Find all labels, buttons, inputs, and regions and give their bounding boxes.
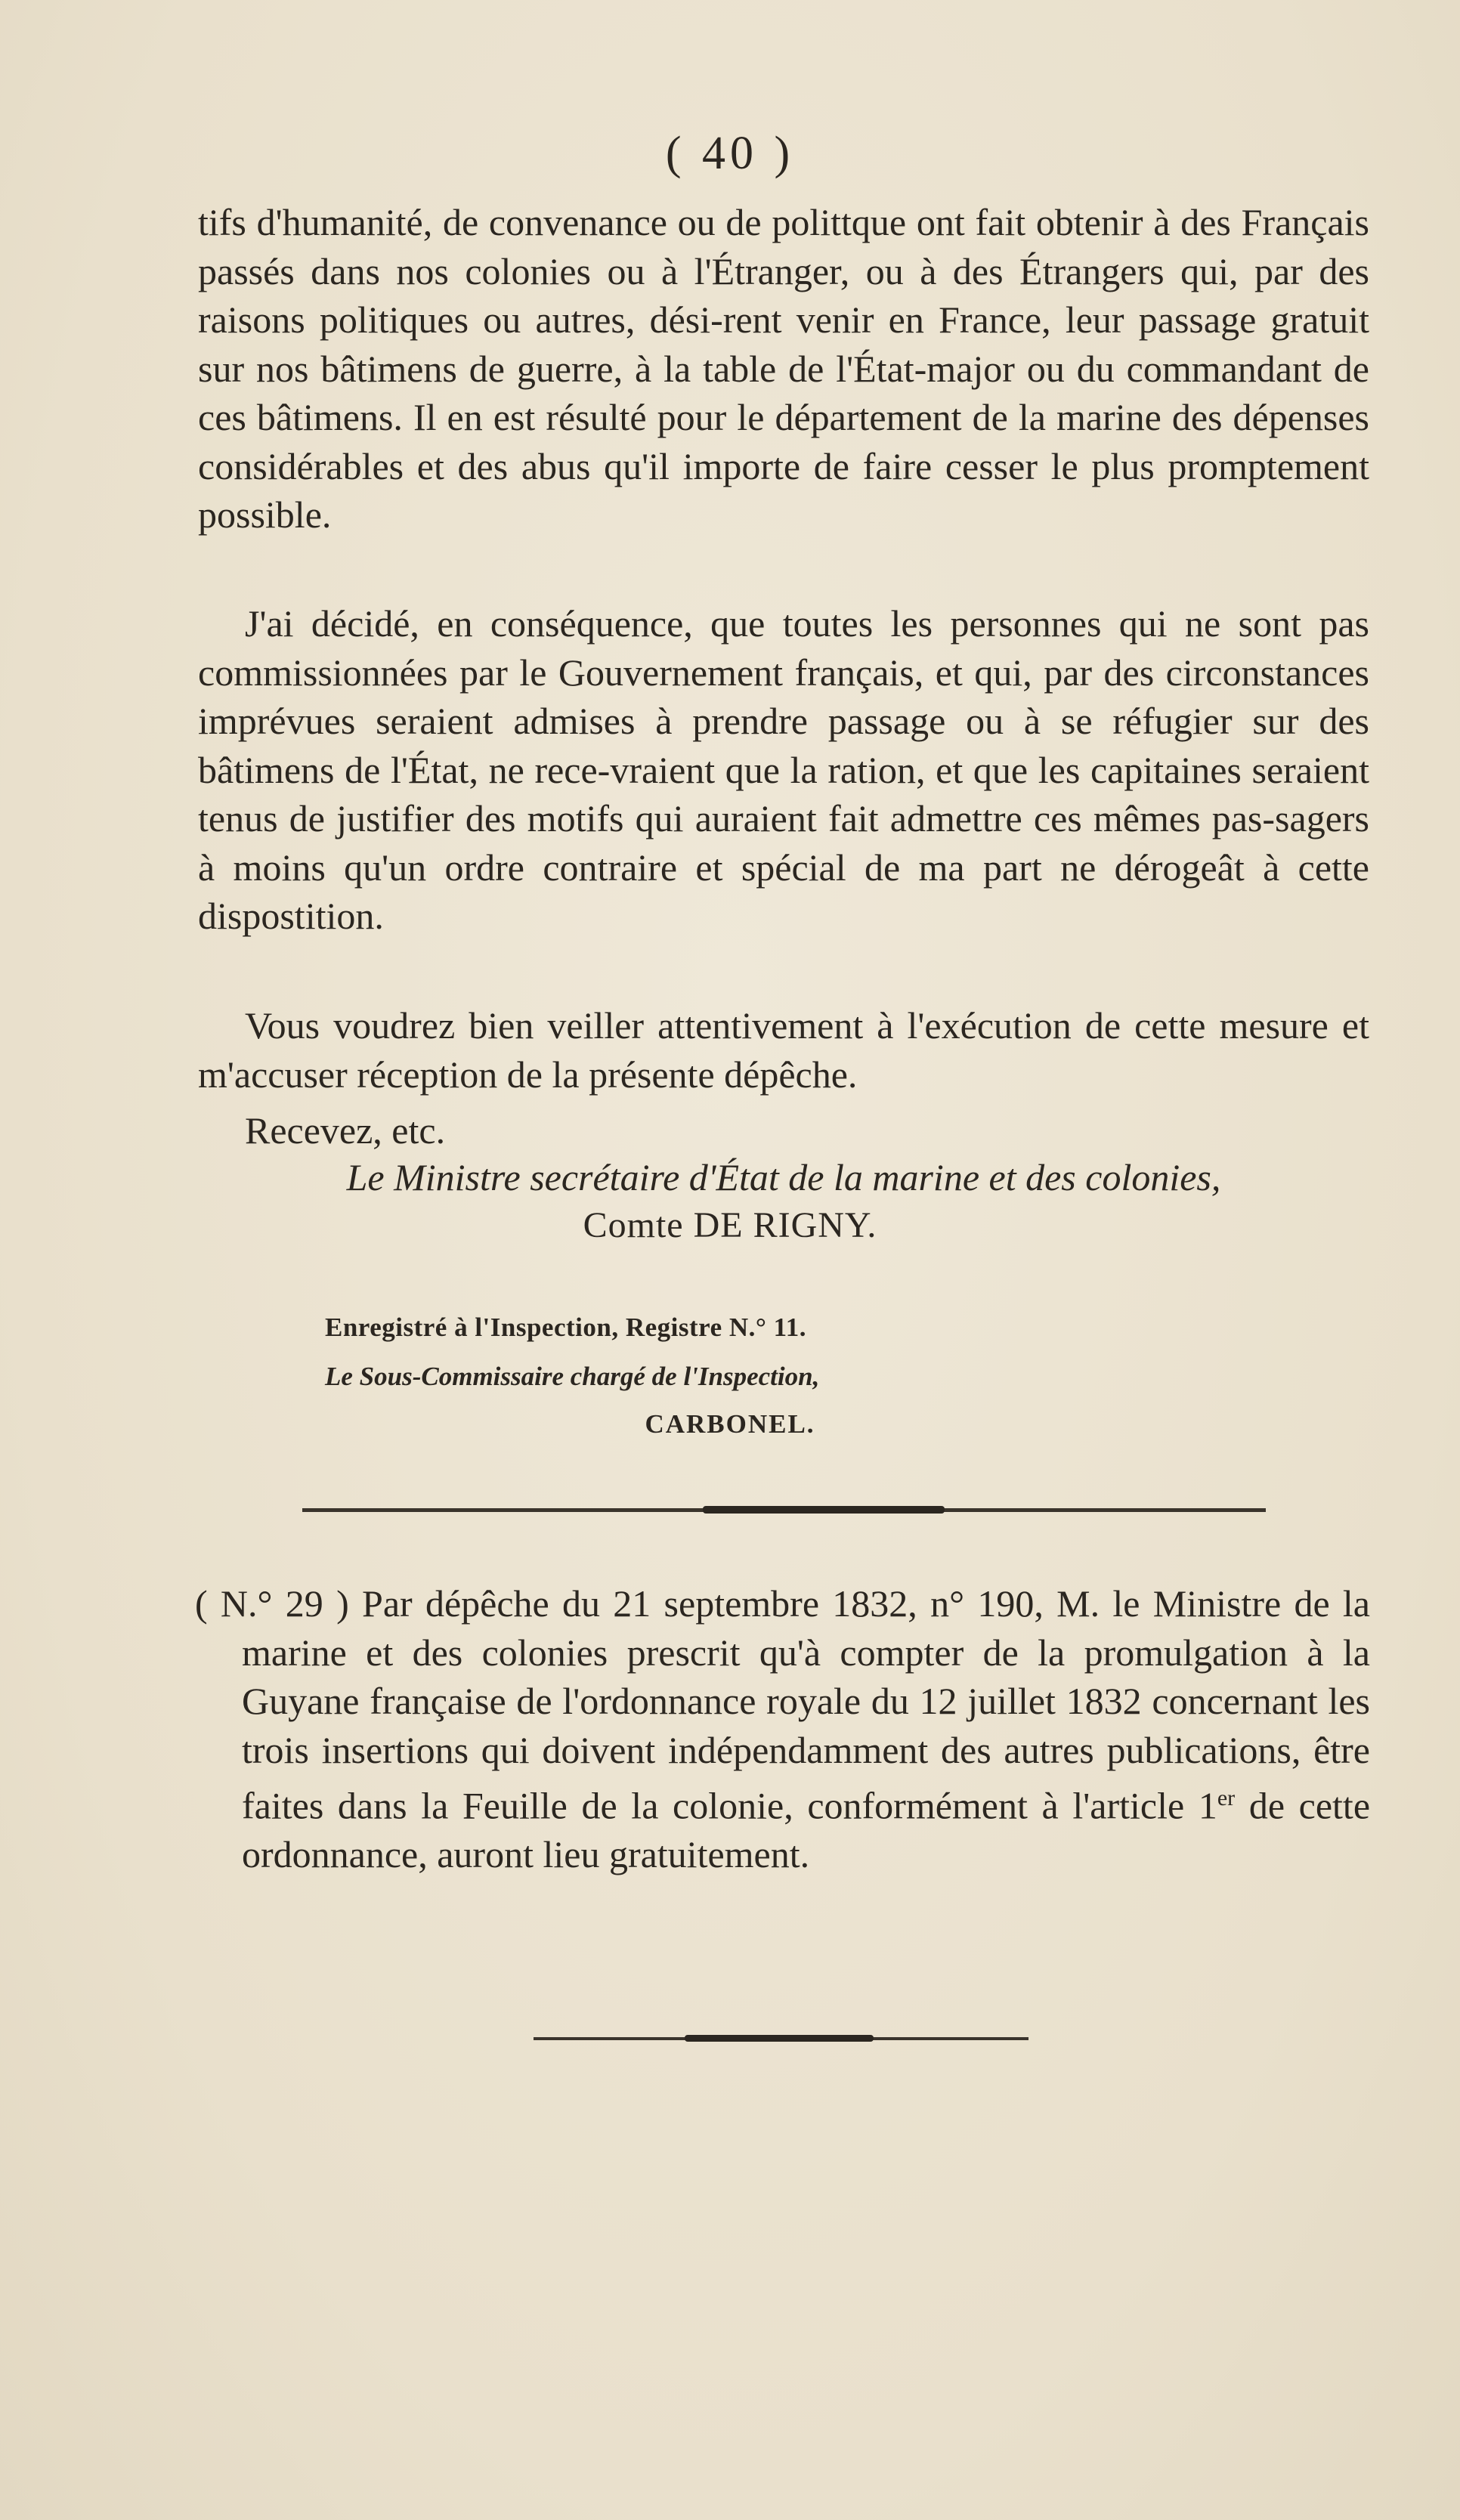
paragraph-1 xyxy=(198,198,1369,540)
paragraph-text: tifs d'humanité, de convenance ou de polittque ont fait obtenir à des Français passés dans nos colonies ou à l'Étranger, ou à des Étrangers qui, par des raisons politiques ou autres, dési-rent venir en France, leur passage gratuit sur nos bâtimens de guerre, à la table de l'État-major ou du commandant de ces bâtimens. Il en est résulté pour le département de la marine des dépenses considérables et des abus qu'il importe de faire cesser le plus promptement possible. xyxy=(198,201,1369,536)
paragraph-text: J'ai décidé, en conséquence, que toutes les personnes qui ne sont pas commissionnées par le Gouvernement français, et qui, par des circonstances imprévues seraient admises à prendre passage ou à se réfugier sur des bâtimens de l'État, ne rece-vraient que la ration, et que les capitaines seraient tenus de justifier des motifs qui auraient fait admettre ces mêmes pas-sagers à moins qu'un ordre contraire et spécial de ma part ne dérogeât à cette dispostition. xyxy=(198,602,1369,937)
article-suffix: er xyxy=(1217,1786,1236,1810)
registration-name: CARBONEL. xyxy=(645,1409,815,1439)
registration-official: Le Sous-Commissaire chargé de l'Inspection, xyxy=(325,1362,820,1391)
entry-text-end: de cette ordonnance, auront lieu gratuitement. xyxy=(242,1784,1371,1876)
end-rule xyxy=(534,2037,1028,2040)
paragraph-2 xyxy=(198,599,1369,941)
registration-line: Enregistré à l'Inspection, Registre N.° 11. xyxy=(325,1313,806,1342)
separator-rule-center xyxy=(703,1506,945,1514)
article-number: 1 xyxy=(1198,1784,1217,1827)
page-number: ( 40 ) xyxy=(665,128,795,179)
paragraph-4 xyxy=(198,1106,1369,1155)
end-rule-center xyxy=(685,2035,874,2042)
closing-formula: Recevez, etc. xyxy=(245,1109,446,1152)
signature-name: Comte DE RIGNY. xyxy=(583,1205,877,1245)
separator-rule xyxy=(302,1508,1266,1512)
entry-29 xyxy=(195,1579,1370,1879)
signature-title: Le Ministre secrétaire d'État de la marine et des colonies, xyxy=(346,1156,1221,1198)
paragraph-text: Vous voudrez bien veiller attentivement à l'exécution de cette mesure et m'accuser réception de la présente dépêche. xyxy=(198,1004,1369,1096)
paragraph-3 xyxy=(198,1001,1369,1099)
entry-text: ( N.° 29 ) Par dépêche du 21 septembre 1832, n° 190, M. le Ministre de la marine et des colonies prescrit qu'à compter de la promulgation à la Guyane française de l'ordonnance royale du 12 juillet 1832 concernant les trois insertions qui doivent indépendamment des autres publications, être faites dans la Feuille de la colonie, conformément à l'article xyxy=(195,1582,1370,1827)
entry-body xyxy=(195,1579,1370,1879)
